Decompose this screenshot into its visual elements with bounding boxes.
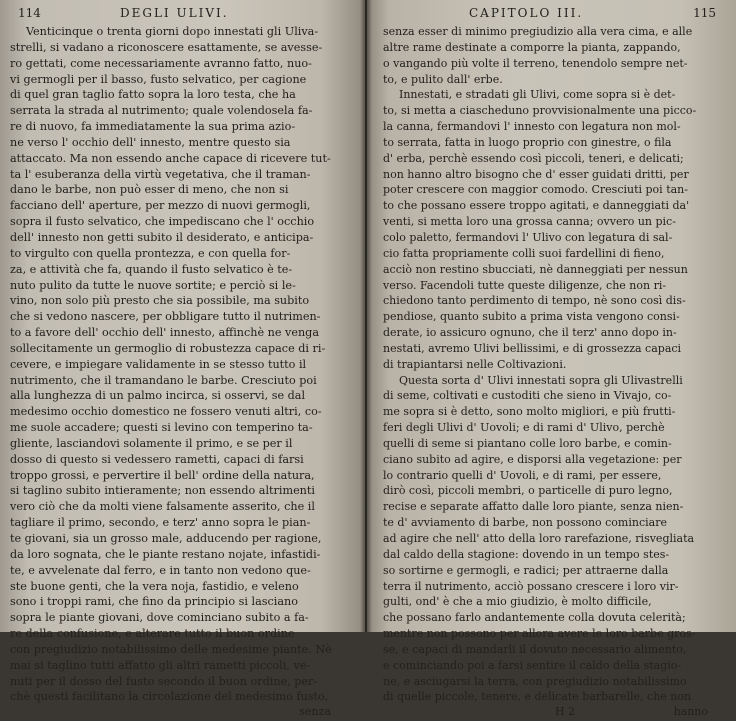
text-line: di quelle piccole, tenere, e delicate barbarelle, che non (383, 690, 692, 704)
text-line: sollecitamente un germoglio di robustezza capace di ri- (10, 341, 326, 355)
text-line: za, e attività che fa, quando il fusto selvatico è te- (10, 262, 293, 276)
text-line: to, e pulito dall' erbe. (383, 72, 503, 86)
text-line: non hanno altro bisogno che d' esser guidati dritti, per (383, 167, 689, 181)
text-line: recise e separate affatto dalle loro piante, senza nien- (383, 500, 684, 514)
left-page-number: 114 (18, 6, 41, 20)
text-line: ste buone genti, che la vera noja, fastidio, e veleno (10, 579, 299, 593)
text-line: vino, non solo più presto che sia possibile, ma subito (10, 294, 310, 308)
text-line: troppo grossi, e pervertire il bell' ordine della natura, (10, 468, 315, 482)
text-line: quelli di seme si piantano colle loro barbe, e comin- (383, 436, 672, 450)
text-line: con pregiudizio notabilissimo delle medesime piante. Nè (10, 642, 332, 656)
text-line: me sopra si è detto, sono molto migliori, e più frutti- (383, 405, 676, 419)
left-page-header (10, 6, 355, 24)
text-line: si taglino subito intieramente; non essendo altrimenti (10, 484, 315, 498)
text-line: re di nuovo, fa immediatamente la sua prima azio- (10, 120, 296, 134)
text-line: gliente, lasciandovi solamente il primo, e se per il (10, 436, 293, 450)
text-line: dell' innesto non getti subito il desiderato, e anticipa- (10, 230, 314, 244)
text-line: mai si taglino tutti affatto gli altri rametti piccoli, ve- (10, 658, 311, 672)
text-line: dosso di questo si vedessero rametti, capaci di farsi (10, 452, 304, 466)
text-line: to a favore dell' occhio dell' innesto, affinchè ne venga (10, 326, 319, 340)
text-line: colo paletto, fermandovi l' Ulivo con legatura di sal- (383, 230, 673, 244)
text-line: altre rame destinate a comporre la pianta, zappando, (383, 40, 681, 54)
text-line: ne, e asciugarsi la terra, con pregiudizio notabilissimo (383, 674, 687, 688)
text-line: sopra il fusto selvatico, che impediscano che l' occhio (10, 215, 315, 229)
text-line: chè questi facilitano la circolazione del medesimo fusto, (10, 690, 329, 704)
text-line: Innestati, e stradati gli Ulivi, come sopra si è det- (399, 88, 676, 102)
text-line: che possano farlo andantemente colla dovuta celerità; (383, 611, 686, 625)
right-page-header (383, 6, 728, 24)
text-line: ta l' esuberanza della virtù vegetativa, che il traman- (10, 167, 311, 181)
text-line: strelli, si vadano a riconoscere esattamente, se avesse- (10, 40, 323, 54)
text-line: vero ciò che da molti viene falsamente asserito, che il (10, 500, 315, 514)
text-line: nuto pulito da tutte le nuove sortite; e perciò si le- (10, 278, 296, 292)
text-line: ciano subito ad agire, e disporsi alla vegetazione: per (383, 452, 682, 466)
text-line: re della confusione, e alterare tutto il buon ordine (10, 627, 295, 641)
text-line: nuti per il dosso del fusto secondo il buon ordine, per- (10, 674, 318, 688)
text-line: tagliare il primo, secondo, e terz' anno sopra le pian- (10, 516, 311, 530)
text-line: ne verso l' occhio dell' innesto, mentre questo sia (10, 135, 291, 149)
text-line: sopra le piante giovani, dove cominciano subito a fa- (10, 611, 309, 625)
text-line: feri degli Ulivi d' Uovoli; e di rami d' Ulivo, perchè (383, 421, 665, 435)
right-catchword: hanno (673, 705, 708, 719)
text-line: ad agire che nell' atto della loro rarefazione, risvegliata (383, 532, 695, 545)
text-line: nutrimento, che il tramandano le barbe. Cresciuto poi (10, 373, 317, 387)
text-line: dano le barbe, non può esser di meno, che non si (10, 183, 289, 197)
text-line: che si vedono nascere, per obbligare tutto il nutrimen- (10, 310, 321, 324)
signature-mark: H 2 (555, 705, 576, 719)
text-line: d' erba, perchè essendo così piccoli, teneri, e delicati; (383, 151, 684, 165)
text-line: gulti, ond' è che a mio giudizio, è molto difficile, (383, 595, 652, 609)
text-line: medesimo occhio domestico ne fossero venuti altri, co- (10, 405, 322, 419)
text-line: chiedono tanto perdimento di tempo, nè sono così dis- (383, 294, 686, 308)
text-line: senza esser di minimo pregiudizio alla vera cima, e alle (383, 25, 693, 38)
text-line: se, e capaci di mandarli il dovuto necessario alimento, (383, 642, 687, 656)
right-page (367, 0, 736, 719)
text-line: ro gettati, come necessariamente avranno fatto, nuo- (10, 56, 312, 70)
text-line: cevere, e impiegare validamente in se stesso tutto il (10, 357, 307, 371)
text-line: vi germogli per il basso, fusto selvatico, per cagione (10, 72, 307, 86)
text-line: dirò così, piccoli membri, o particelle di puro legno, (383, 484, 673, 498)
text-line: to, si metta a ciascheduno provvisionalmente una picco- (383, 104, 697, 118)
text-line: e cominciando poi a farsi sentire il caldo della stagio- (383, 658, 682, 672)
right-page-footer (383, 705, 728, 721)
left-page-text (10, 24, 355, 705)
left-catchword: senza (299, 705, 331, 719)
left-page (0, 0, 365, 719)
text-line: di quel gran taglio fatto sopra la loro testa, che ha (10, 88, 296, 102)
text-line: pendiose, quanto subito a prima vista vengono consi- (383, 310, 680, 324)
left-page-footer (10, 705, 355, 721)
right-page-text (383, 24, 728, 705)
text-line: alla lunghezza di un palmo incirca, si osservi, se dal (10, 389, 306, 403)
text-line: Questa sorta d' Ulivi innestati sopra gli Ulivastrelli (399, 373, 683, 387)
text-line: te giovani, sia un grosso male, adducendo per ragione, (10, 532, 322, 545)
text-line: so sortirne e germogli, e radici; per attraerne dalla (383, 563, 669, 577)
text-line: sono i troppi rami, che fino da principio si lasciano (10, 595, 298, 609)
text-line: attaccato. Ma non essendo anche capace di ricevere tut- (10, 151, 331, 165)
text-line: verso. Facendoli tutte queste diligenze, che non ri- (383, 278, 667, 292)
text-line: dal caldo della stagione: dovendo in un tempo stes- (383, 547, 670, 561)
book-gutter (360, 0, 372, 632)
text-line: te d' avviamento di barbe, non possono cominciare (383, 516, 667, 530)
text-line: facciano dell' aperture, per mezzo di nuovi germogli, (10, 199, 311, 213)
text-line: Venticinque o trenta giorni dopo innestati gli Uliva- (26, 25, 319, 38)
text-line: derate, io assicuro ognuno, che il terz' anno dopo in- (383, 326, 677, 340)
text-line: to che possano essere troppo agitati, e danneggiati da' (383, 199, 690, 213)
text-line: o vangando più volte il terreno, tenendolo sempre net- (383, 56, 688, 70)
text-line: venti, si metta loro una grossa canna; ovvero un pic- (383, 215, 676, 229)
right-page-number: 115 (693, 6, 716, 20)
right-running-head: CAPITOLO III. (469, 6, 584, 20)
text-line: me suole accadere; questi si levino con temperino ta- (10, 421, 313, 435)
text-line: cio fatta propriamente colli suoi fardellini di fieno, (383, 246, 665, 260)
text-line: te, e avvelenate dal ferro, e in tanto non vedono que- (10, 563, 311, 577)
text-line: to serrata, fatta in luogo proprio con ginestre, o fila (383, 135, 672, 149)
text-line: lo contrario quelli d' Uovoli, e di rami, per essere, (383, 468, 662, 482)
text-line: mentre non possono per allora avere le loro barbe gros- (383, 627, 696, 641)
text-line: serrata la strada al nutrimento; quale volendosela fa- (10, 104, 313, 118)
text-line: la canna, fermandovi l' innesto con legatura non mol- (383, 120, 681, 134)
text-line: poter crescere con maggior comodo. Cresciuti poi tan- (383, 183, 688, 197)
text-line: da loro sognata, che le piante restano nojate, infastidi- (10, 547, 321, 561)
text-line: terra il nutrimento, acciò possano crescere i loro vir- (383, 579, 679, 593)
text-line: di trapiantarsi nelle Coltivazioni. (383, 357, 567, 371)
text-line: to virgulto con quella prontezza, e con quella for- (10, 246, 291, 260)
text-line: nestati, avremo Ulivi bellissimi, e di grossezza capaci (383, 341, 682, 355)
text-line: acciò non restino sbucciati, nè danneggiati per nessun (383, 262, 688, 276)
left-running-head: DEGLI ULIVI. (120, 6, 229, 20)
text-line: di seme, coltivati e custoditi che sieno in Vivajo, co- (383, 389, 672, 403)
